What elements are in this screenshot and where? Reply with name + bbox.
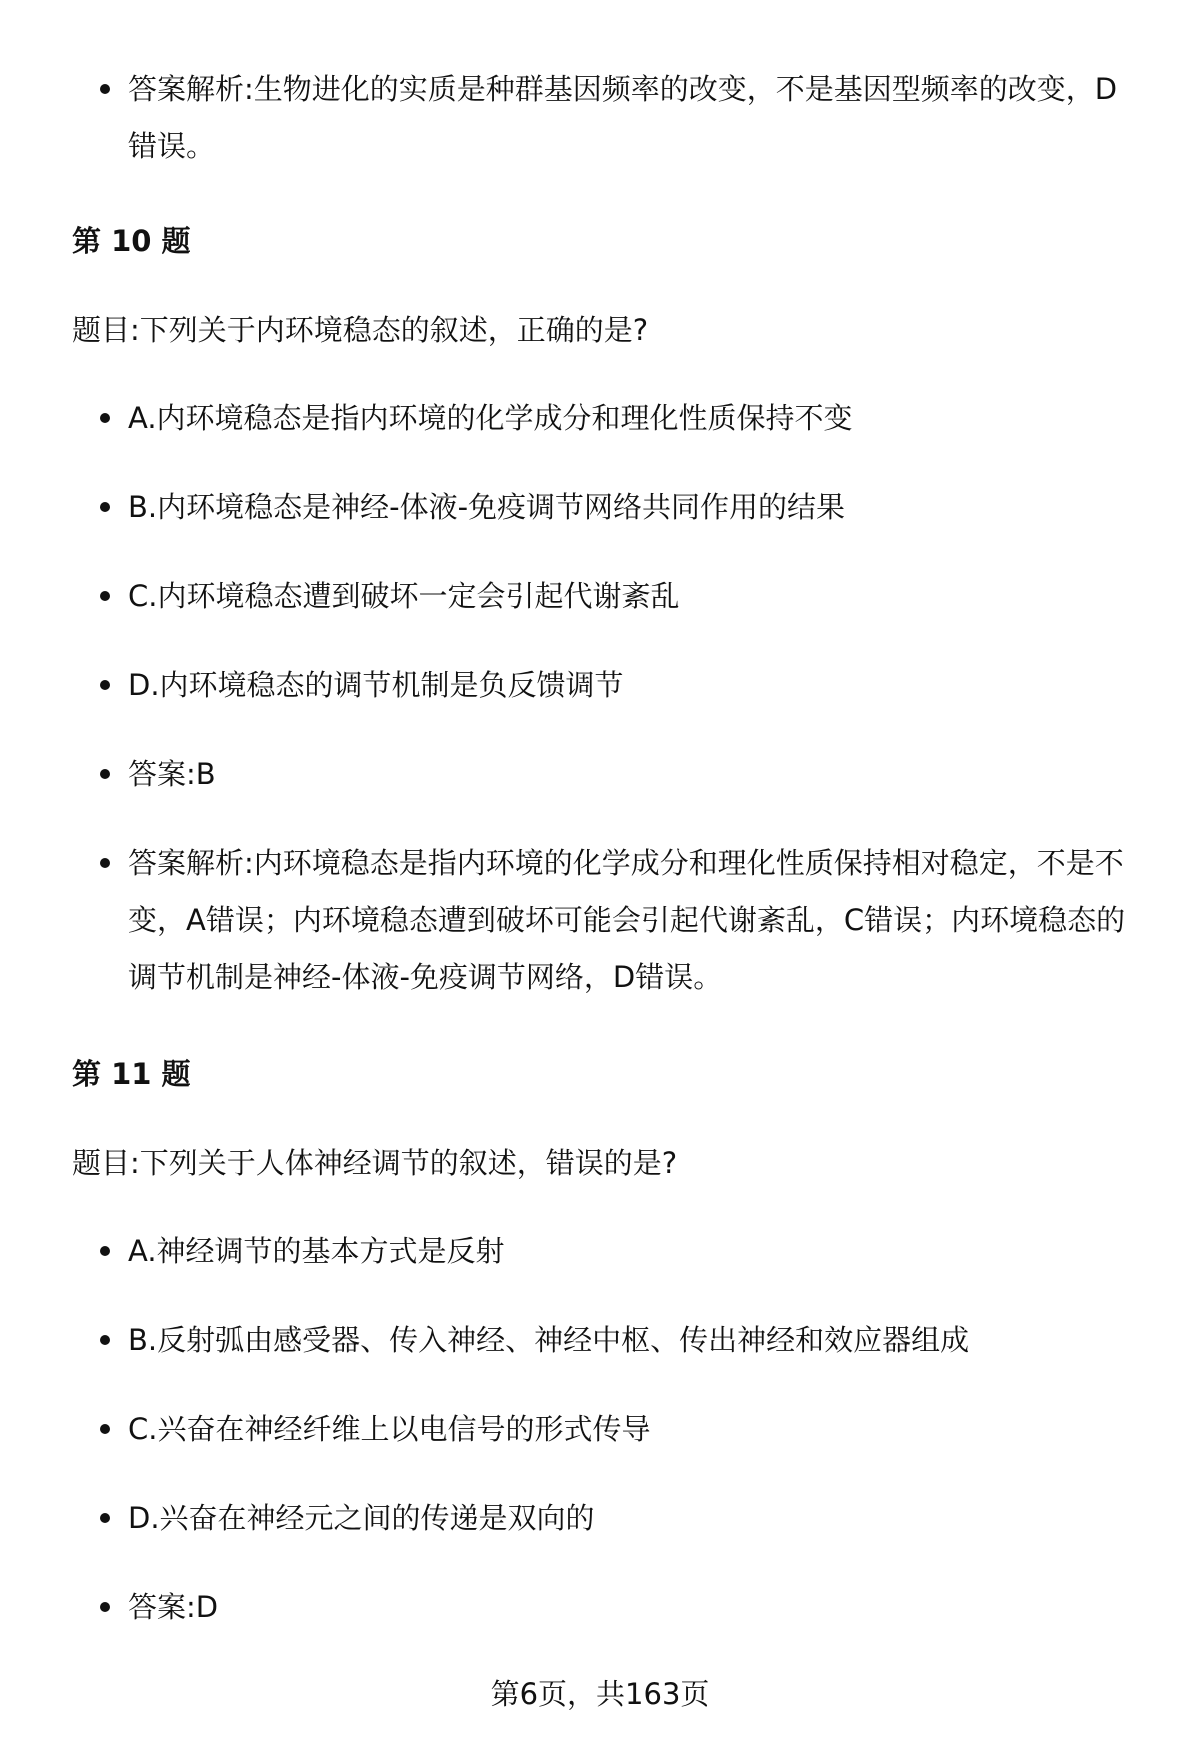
bullet-icon <box>100 1246 110 1256</box>
question-10-answer: 答案:B <box>128 757 216 791</box>
question-10-option-c: C.内环境稳态遭到破坏一定会引起代谢紊乱 <box>128 579 680 613</box>
question-11-option-b: B.反射弧由感受器、传入神经、神经中枢、传出神经和效应器组成 <box>128 1323 970 1357</box>
question-10-option-b: B.内环境稳态是神经-体液-免疫调节网络共同作用的结果 <box>128 490 846 524</box>
question-11-text: 题目:下列关于人体神经调节的叙述，错误的是? <box>72 1146 678 1180</box>
bullet-icon <box>100 1602 110 1612</box>
bullet-icon <box>100 502 110 512</box>
bullet-icon <box>100 1513 110 1523</box>
question-11-option-c: C.兴奋在神经纤维上以电信号的形式传导 <box>128 1412 651 1446</box>
page-number-footer: 第6页，共163页 <box>490 1677 710 1711</box>
question-10-option-a: A.内环境稳态是指内环境的化学成分和理化性质保持不变 <box>128 401 853 435</box>
bullet-icon <box>100 769 110 779</box>
question-10-explanation: 答案解析:内环境稳态是指内环境的化学成分和理化性质保持相对稳定，不是不变，A错误；内环境稳态遭到破坏可能会引起代谢紊乱，C错误；内环境稳态的调节机制是神经-体液-免疫调节网络，D错误。 <box>128 846 1126 994</box>
question-10-heading: 第 10 题 <box>72 224 191 258</box>
bullet-icon <box>100 1424 110 1434</box>
question-11-option-a: A.神经调节的基本方式是反射 <box>128 1234 505 1268</box>
question-10-text: 题目:下列关于内环境稳态的叙述，正确的是? <box>72 313 649 347</box>
bullet-icon <box>100 591 110 601</box>
question-11-answer: 答案:D <box>128 1590 219 1624</box>
bullet-icon <box>100 413 110 423</box>
question-11-heading: 第 11 题 <box>72 1057 191 1091</box>
bullet-icon <box>100 858 110 868</box>
bullet-icon <box>100 84 110 94</box>
prev-explanation: 答案解析:生物进化的实质是种群基因频率的改变，不是基因型频率的改变，D错误。 <box>128 72 1118 163</box>
question-11-option-d: D.兴奋在神经元之间的传递是双向的 <box>128 1501 595 1535</box>
bullet-icon <box>100 680 110 690</box>
bullet-icon <box>100 1335 110 1345</box>
question-10-option-d: D.内环境稳态的调节机制是负反馈调节 <box>128 668 624 702</box>
